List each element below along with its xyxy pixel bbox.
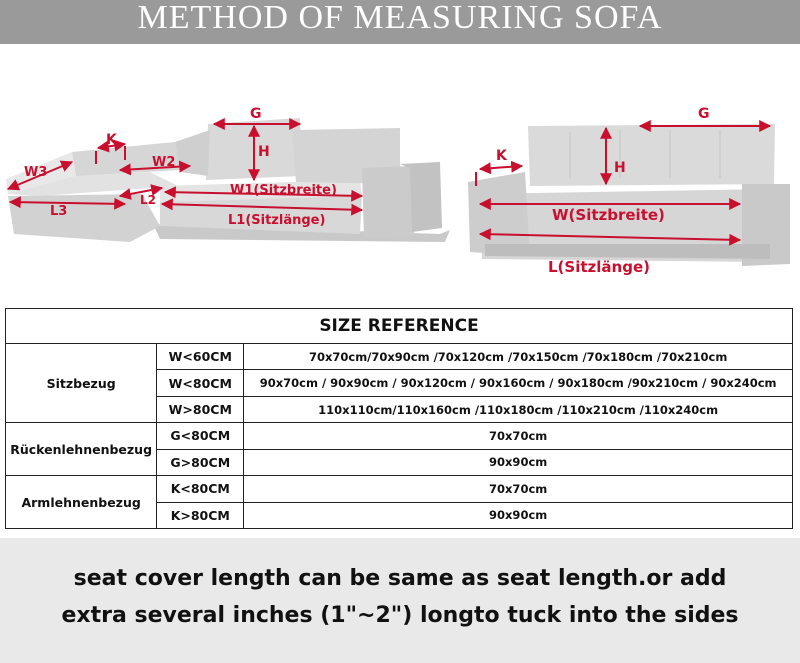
footer-line-1: seat cover length can be same as seat length.or add (73, 566, 727, 591)
label-l3: L3 (50, 204, 68, 219)
table-title: SIZE REFERENCE (6, 309, 793, 344)
group-rueckenlehnenbezug: Rückenlehnenbezug (6, 423, 157, 476)
cond-cell: W<80CM (157, 370, 244, 396)
label-k-right: K (496, 148, 507, 164)
title-banner (0, 0, 800, 44)
sofa-illustrations (0, 44, 800, 294)
values-cell: 70x70cm (244, 423, 793, 449)
cond-cell: W<60CM (157, 344, 244, 370)
label-l1: L1(Sitzlänge) (228, 213, 326, 228)
page-title: METHOD OF MEASURING SOFA (137, 0, 663, 36)
cond-cell: G<80CM (157, 423, 244, 449)
cond-cell: K>80CM (157, 502, 244, 528)
footer-line-2: extra several inches (1"~2") longto tuck into the sides (61, 603, 739, 628)
values-cell: 70x70cm/70x90cm /70x120cm /70x150cm /70x180cm /70x210cm (244, 344, 793, 370)
label-w-right: W(Sitzbreite) (552, 206, 665, 224)
group-sitzbezug: Sitzbezug (6, 344, 157, 423)
label-h-left: H (258, 144, 270, 160)
values-cell: 90x90cm (244, 449, 793, 475)
values-cell: 90x90cm (244, 502, 793, 528)
label-l2: L2 (140, 193, 156, 207)
values-cell: 70x70cm (244, 476, 793, 502)
size-reference-table (5, 308, 793, 529)
label-g-right: G (698, 106, 710, 122)
label-w2: W2 (152, 155, 176, 170)
cond-cell: W>80CM (157, 396, 244, 422)
cond-cell: G>80CM (157, 449, 244, 475)
label-l-right: L(Sitzlänge) (548, 258, 650, 276)
loveseat-sofa-image (468, 124, 790, 266)
label-w1: W1(Sitzbreite) (230, 183, 337, 198)
label-w3: W3 (24, 165, 48, 180)
values-cell: 110x110cm/110x160cm /110x180cm /110x210cm /110x240cm (244, 396, 793, 422)
cond-cell: K<80CM (157, 476, 244, 502)
label-k-left: K (106, 132, 117, 148)
values-cell: 90x70cm / 90x90cm / 90x120cm / 90x160cm / 90x180cm /90x210cm / 90x240cm (244, 370, 793, 396)
label-g-left: G (250, 106, 262, 122)
group-armlehnenbezug: Armlehnenbezug (6, 476, 157, 529)
label-h-right: H (614, 160, 626, 176)
footer-note (0, 538, 800, 663)
